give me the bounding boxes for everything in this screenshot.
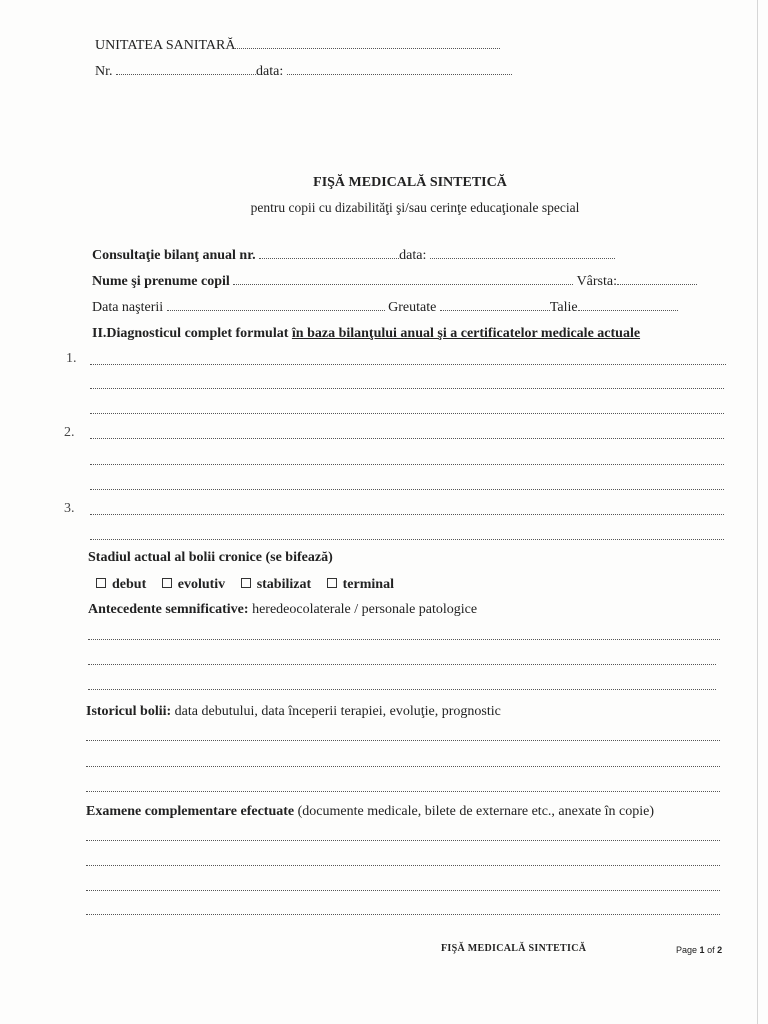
checkbox-debut[interactable] xyxy=(96,578,106,588)
checkbox-stabilizat[interactable] xyxy=(241,578,251,588)
birth-line xyxy=(92,300,678,316)
exams-line-3 xyxy=(86,890,720,891)
diagnosis-3-line-1 xyxy=(90,514,724,515)
footer-page-number xyxy=(676,942,722,958)
name-label: Nume şi prenume copil xyxy=(92,274,230,289)
antecedents-label: Antecedente semnificative: xyxy=(88,602,249,617)
consult-nr-blank xyxy=(259,248,399,259)
footer-page-total: 2 xyxy=(717,945,723,955)
diagnosis-3-line-2 xyxy=(90,539,724,540)
footer-page-label: Page xyxy=(676,945,698,955)
stage-option-debut-label: debut xyxy=(112,577,147,592)
page-edge xyxy=(757,0,758,1024)
nr-data-blank xyxy=(287,64,512,75)
nr-label: Nr. xyxy=(95,64,113,79)
exams-line-2 xyxy=(86,865,720,866)
diagnosis-number-1: 1. xyxy=(66,351,77,366)
consult-line xyxy=(92,248,615,264)
stage-options xyxy=(96,577,394,593)
history-line-1 xyxy=(86,740,720,741)
history-text: data debutului, data începerii terapiei, evoluţie, prognostic xyxy=(174,704,501,719)
antecedents-text: heredeocolaterale / personale patologice xyxy=(252,602,478,617)
diagnosis-1-line-2 xyxy=(90,388,724,389)
nr-data-label: data: xyxy=(256,64,284,79)
diagnosis-2-line-1 xyxy=(90,438,724,439)
consult-label: Consultaţie bilanţ anual nr. xyxy=(92,248,256,263)
stage-option-stabilizat-label: stabilizat xyxy=(256,577,312,592)
stage-option-evolutiv[interactable] xyxy=(162,577,225,592)
weight-label: Greutate xyxy=(388,300,437,315)
nr-blank xyxy=(116,64,256,75)
nr-line xyxy=(95,64,512,80)
unit-label: UNITATEA SANITARĂ xyxy=(95,38,236,53)
diagnosis-2-line-2 xyxy=(90,464,724,465)
page-title: FIŞĂ MEDICALĂ SINTETICĂ xyxy=(313,175,507,190)
history-line xyxy=(86,704,501,720)
stage-option-stabilizat[interactable] xyxy=(241,577,311,592)
page-subtitle: pentru copii cu dizabilităţi şi/sau cerinţe educaţionale special xyxy=(250,200,580,215)
antecedents-line-3 xyxy=(88,689,716,690)
stage-option-terminal[interactable] xyxy=(327,577,394,592)
exams-line xyxy=(86,804,654,820)
consult-data-label: data: xyxy=(399,248,427,263)
name-blank xyxy=(233,274,573,285)
history-line-3 xyxy=(86,791,720,792)
exams-line-4 xyxy=(86,914,720,915)
history-label: Istoricul bolii: xyxy=(86,704,172,719)
exams-line-1 xyxy=(86,840,720,841)
stage-heading: Stadiul actual al bolii cronice (se bifează) xyxy=(88,550,333,565)
footer-page-of: of xyxy=(707,945,715,955)
diagnosis-1-line-1 xyxy=(90,364,726,365)
diagnosis-1-line-3 xyxy=(90,413,724,414)
exams-label: Examene complementare efectuate xyxy=(86,804,295,819)
diagnosis-number-2: 2. xyxy=(64,425,75,440)
consult-data-blank xyxy=(430,248,615,259)
diagnosis-2-line-3 xyxy=(90,489,724,490)
height-blank xyxy=(578,300,678,311)
diagnosis-heading-underlined: în baza bilanţului anual şi a certificatelor medicale actuale xyxy=(291,326,641,341)
antecedents-line-2 xyxy=(88,664,716,665)
birth-label: Data naşterii xyxy=(92,300,164,315)
history-line-2 xyxy=(86,766,720,767)
unit-line xyxy=(95,38,500,54)
exams-text: (documente medicale, bilete de externare etc., anexate în copie) xyxy=(297,804,655,819)
stage-option-evolutiv-label: evolutiv xyxy=(177,577,226,592)
stage-option-terminal-label: terminal xyxy=(342,577,394,592)
unit-blank xyxy=(235,38,500,49)
stage-option-debut[interactable] xyxy=(96,577,146,592)
footer-page-current: 1 xyxy=(699,945,705,955)
antecedents-line xyxy=(88,602,477,618)
name-line xyxy=(92,274,697,290)
diagnosis-heading xyxy=(92,326,640,342)
diagnosis-number-3: 3. xyxy=(64,501,75,516)
height-label: Talie xyxy=(549,300,578,315)
antecedents-line-1 xyxy=(88,639,720,640)
footer-title: FIŞĂ MEDICALĂ SINTETICĂ xyxy=(441,943,587,954)
checkbox-evolutiv[interactable] xyxy=(162,578,172,588)
age-blank xyxy=(617,274,697,285)
checkbox-terminal[interactable] xyxy=(327,578,337,588)
birth-blank xyxy=(167,300,385,311)
diagnosis-heading-plain: II.Diagnosticul complet formulat xyxy=(92,326,289,341)
weight-blank xyxy=(440,300,550,311)
age-label: Vârsta: xyxy=(576,274,617,289)
